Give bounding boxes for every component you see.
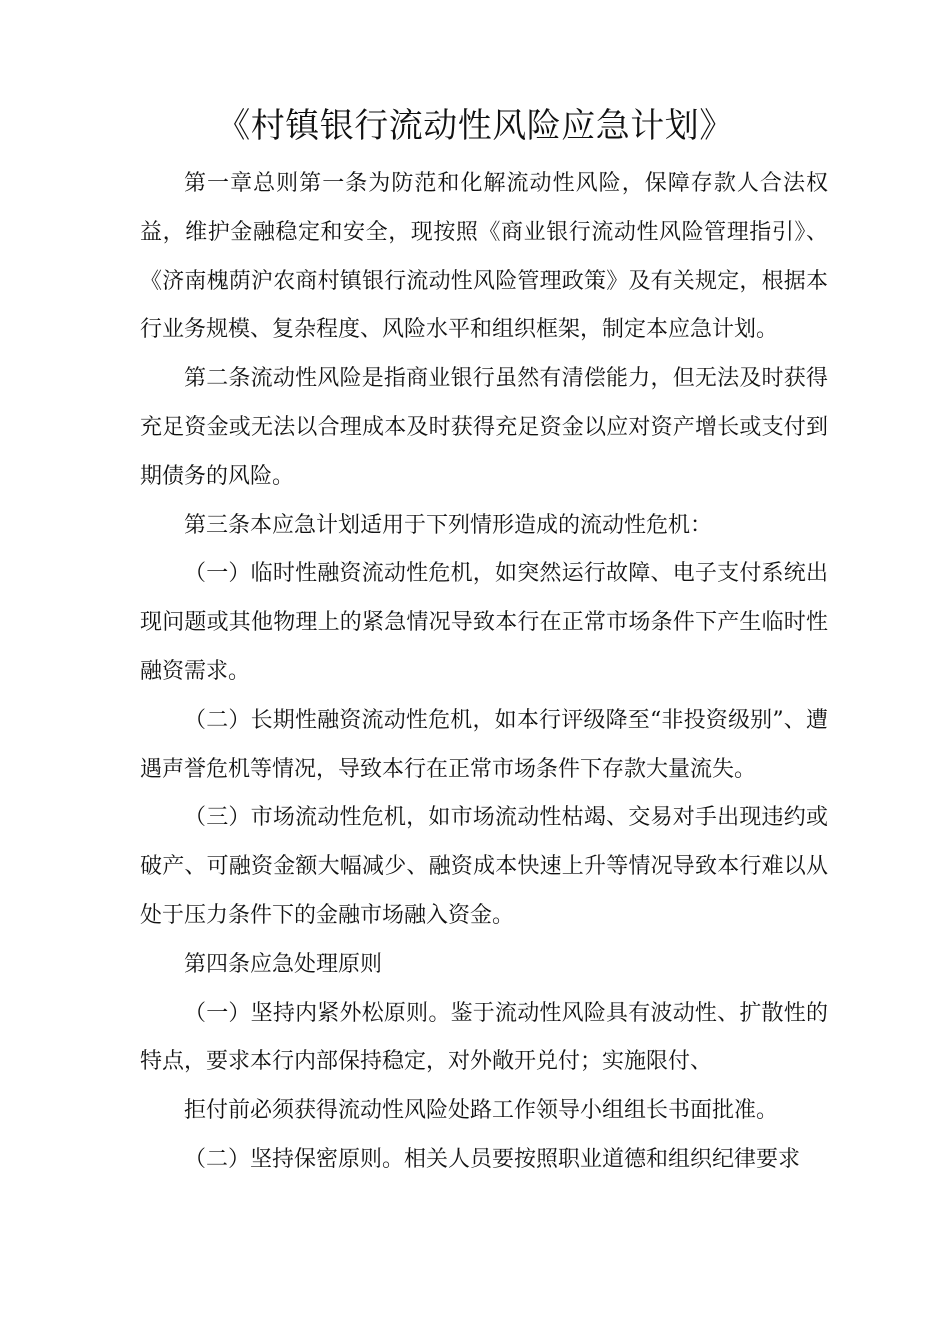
paragraph-article-2: 第二条流动性风险是指商业银行虽然有清偿能力，但无法及时获得充足资金或无法以合理成本及时获得充足资金以应对资产增长或支付到期债务的风险。: [140, 366, 828, 489]
paragraph-general-provisions: 第一章总则第一条为防范和化解流动性风险，保障存款人合法权益，维护金融稳定和安全，现按照《商业银行流动性风险管理指引》、《济南槐荫沪农商村镇银行流动性风险管理政策》及有关规定，根据本行业务规模、复杂程度、风险水平和组织框架，制定本应急计划。: [140, 171, 828, 343]
document-title: 《村镇银行流动性风险应急计划》: [216, 106, 734, 146]
paragraph-article-4: 第四条应急处理原则: [184, 951, 383, 977]
paragraph-article-3-item-2: （二）长期性融资流动性危机，如本行评级降至“非投资级别”、遭遇声誉危机等情况，导致本行在正常市场条件下存款大量流失。: [140, 707, 828, 782]
paragraph-article-3: 第三条本应急计划适用于下列情形造成的流动性危机：: [184, 512, 713, 538]
paragraph-article-3-item-3: （三）市场流动性危机，如市场流动性枯竭、交易对手出现违约或破产、可融资金额大幅减少、融资成本快速上升等情况导致本行难以从处于压力条件下的金融市场融入资金。: [140, 805, 828, 928]
paragraph-article-3-item-1: （一）临时性融资流动性危机，如突然运行故障、电子支付系统出现问题或其他物理上的紧急情况导致本行在正常市场条件下产生临时性融资需求。: [140, 561, 828, 684]
paragraph-article-4-item-2: （二）坚持保密原则。相关人员要按照职业道德和组织纪律要求: [184, 1146, 801, 1172]
document-body: [140, 160, 828, 1185]
paragraph-article-4-item-1-cont: 拒付前必须获得流动性风险处路工作领导小组组长书面批准。: [184, 1098, 779, 1124]
paragraph-article-4-item-1: （一）坚持内紧外松原则。鉴于流动性风险具有波动性、扩散性的特点，要求本行内部保持稳定，对外敞开兑付；实施限付、: [140, 1000, 828, 1075]
